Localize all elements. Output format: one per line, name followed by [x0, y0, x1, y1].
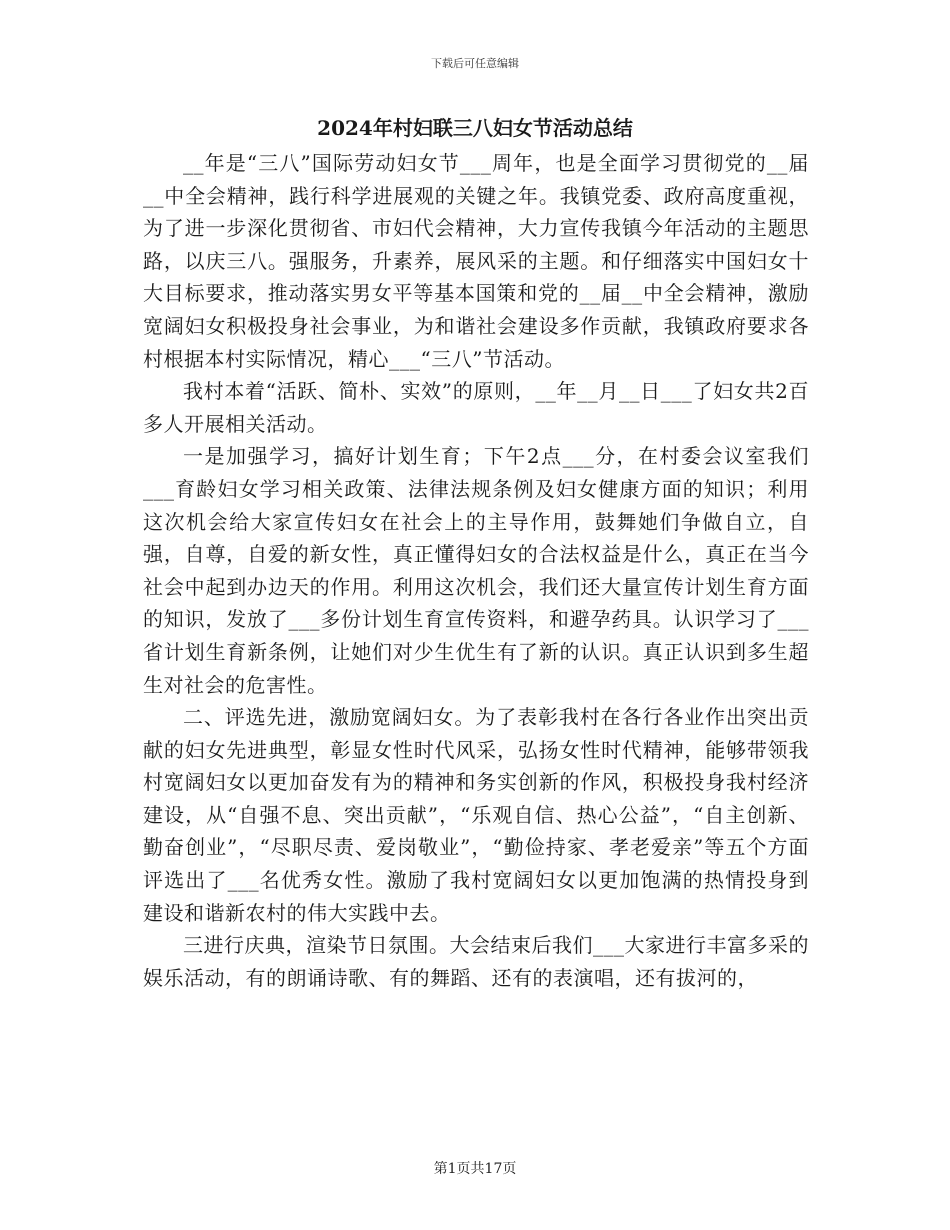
- paragraph-intro: __年是“三八”国际劳动妇女节___周年，也是全面学习贯彻党的__届__中全会精神，践行科学进展观的关键之年。我镇党委、政府高度重视，为了进一步深化贯彻省、市妇代会精神，大力宣传我镇今年活动的主题思路，以庆三八。强服务，升素养，展风采的主题。和仔细落实中国妇女十大目标要求，推动落实男女平等基本国策和党的__届__中全会精神，激励宽阔妇女积极投身社会事业，为和谐社会建设多作贡献，我镇政府要求各村根据本村实际情况，精心___“三八”节活动。: [143, 151, 809, 371]
- header-note: 下载后可任意编辑: [431, 57, 519, 70]
- document-body: [143, 147, 809, 994]
- paragraph-principle: 我村本着“活跃、简朴、实效”的原则，__年__月__日___了妇女共2百多人开展相关活动。: [143, 379, 809, 436]
- paragraph-study: 一是加强学习，搞好计划生育；下午2点___分，在村委会议室我们___育龄妇女学习相关政策、法律法规条例及妇女健康方面的知识；利用这次机会给大家宣传妇女在社会上的主导作用，鼓舞她们争做自立，自强，自尊，自爱的新女性，真正懂得妇女的合法权益是什么，真正在当今社会中起到办边天的作用。利用这次机会，我们还大量宣传计划生育方面的知识，发放了___多份计划生育宣传资料，和避孕药具。认识学习了___省计划生育新条例，让她们对少生优生有了新的认识。真正认识到多生超生对社会的危害性。: [143, 444, 809, 697]
- document-title: 2024年村妇联三八妇女节活动总结: [317, 116, 633, 140]
- page-number: 第1页共17页: [433, 1161, 517, 1177]
- paragraph-celebration: 三进行庆典，渲染节日氛围。大会结束后我们___大家进行丰富多采的娱乐活动，有的朗诵诗歌、有的舞蹈、还有的表演唱，还有拔河的，: [143, 933, 809, 990]
- paragraph-selection: 二、评选先进，激励宽阔妇女。为了表彰我村在各行各业作出突出贡献的妇女先进典型，彰显女性时代风采，弘扬女性时代精神，能够带领我村宽阔妇女以更加奋发有为的精神和务实创新的作风，积极投身我村经济建设，从“自强不息、突出贡献”，“乐观自信、热心公益”，“自主创新、勤奋创业”，“尽职尽责、爱岗敬业”，“勤俭持家、孝老爱亲”等五个方面评选出了___名优秀女性。激励了我村宽阔妇女以更加饱满的热情投身到建设和谐新农村的伟大实践中去。: [143, 705, 809, 925]
